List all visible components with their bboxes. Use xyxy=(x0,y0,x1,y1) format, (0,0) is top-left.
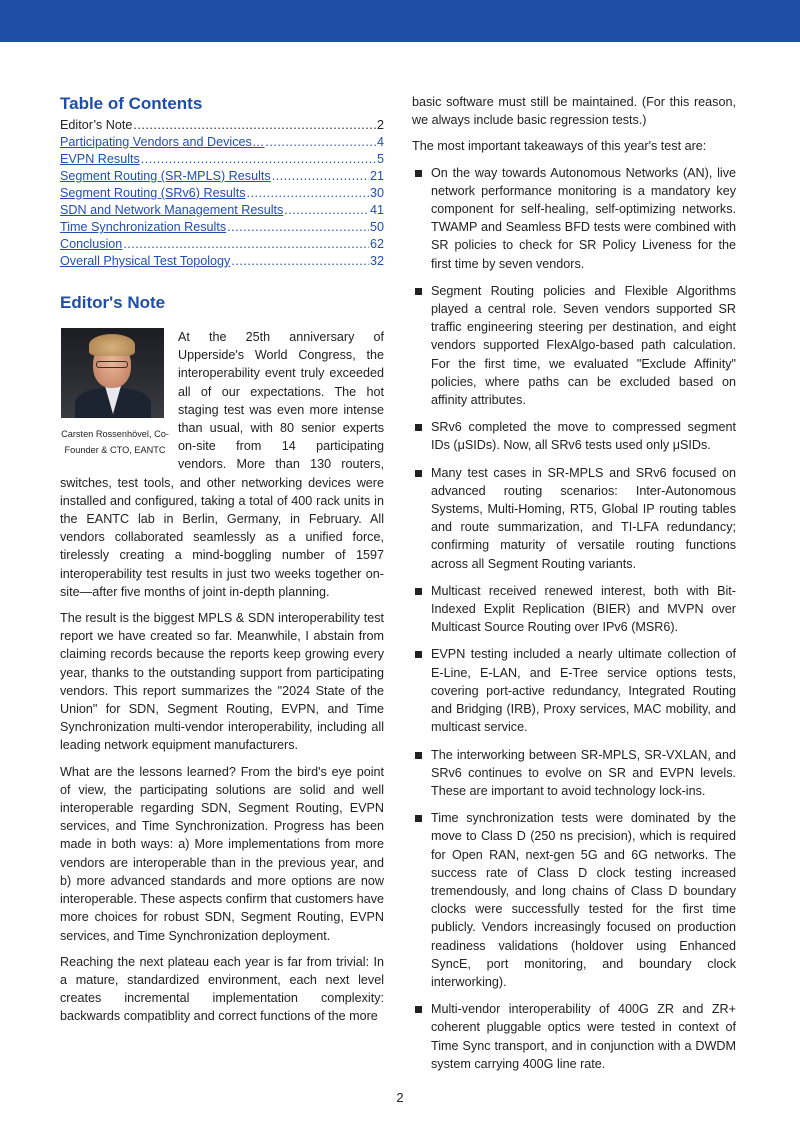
bullet-square-icon xyxy=(415,651,422,658)
toc-entry-participating-vendors[interactable]: Participating Vendors and Devices… ..... 4 xyxy=(60,134,384,151)
list-item: EVPN testing included a nearly ultimate collection of E-Line, E-LAN, and E-Tree service options tests, covering port-active redundancy, Integrated Routing and Bridging (IRB), Proxy services, MAC mobility, and multicast service. xyxy=(412,645,736,736)
list-item: Many test cases in SR-MPLS and SRv6 focused on advanced routing scenarios: Inter-Autonomous Systems, Multi-Homing, RT5, Global IP routing tables and route summarization, and TI-LFA redundancy; confirming maturity of versatile routing functions across all Segment Routing variants. xyxy=(412,464,736,573)
author-caption: Carsten Rossenhövel, Co-Founder & CTO, EANTC xyxy=(61,429,169,455)
list-item: Multi-vendor interoperability of 400G ZR and ZR+ coherent pluggable optics were tested in context of Time Sync transport, and in conjunction with a DWDM system carrying 400G line rate. xyxy=(412,1000,736,1073)
editor-paragraph-4: Reaching the next plateau each year is far from trivial: In a mature, standardized environment, each next level creates incremental implementation complexity: backwards compatiblity and correct functions of the more xyxy=(60,954,384,1024)
list-item: Segment Routing policies and Flexible Algorithms played a central role. Seven vendors supported SR traffic engineering steering per destination, and eight vendors supported FlexAlgo-based path calculation. For the first time, we evaluated "Exclude Affinity" policies, where paths can be excluded based on affinity attributes. xyxy=(412,282,736,409)
toc-entry-sr-mpls-results[interactable]: Segment Routing (SR-MPLS) Results ..... 21 xyxy=(60,168,384,185)
takeaways-list xyxy=(412,164,736,1073)
header-band xyxy=(0,0,800,42)
bullet-square-icon xyxy=(415,752,422,759)
continuation-paragraph: basic software must still be maintained. (For this reason, we always include basic regression tests.) xyxy=(412,95,736,128)
right-column xyxy=(412,93,736,1073)
list-item: Time synchronization tests were dominated by the move to Class D (250 ns precision), which is required for Open RAN, next-gen 5G and 6G networks. The success rate of Class D clock testing increased tremendously, and long chains of Class D boundary clocks were successfully tested for the first time publicly. Vendors increasingly focused on production readiness validations (holdover using Enhanced SyncE, port monitoring, and boundary clock interworking). xyxy=(412,809,736,991)
editor-paragraph-2: The result is the biggest MPLS & SDN interoperability test report we have created so far. Meanwhile, I abstain from claiming records because the reports keep growing every year, thanks to the outstanding support from participating vendors. This report summarizes the "2024 State of the Union" for SDN, Segment Routing, EVPN, and Time Synchronization multi-vendor interoperability, including all leading network equipment manufacturers. xyxy=(60,611,384,753)
bullet-square-icon xyxy=(415,288,422,295)
bullet-square-icon xyxy=(415,1006,422,1013)
toc-entry-conclusion[interactable]: Conclusion ..... 62 xyxy=(60,236,384,253)
editor-paragraph-1: At the 25th anniversary of Upperside's World Congress, the interoperability event truly exceeded all of our expectations. The hot staging test was even more intense than usual, with 80 senior experts on-site from 14 participating vendors. More than 130 routers, switches, test tools, and other networking devices were installed and configured, taking a total of 400 rack units in the EANTC lab in Berlin, Germany, in February. All vendors collaborated seamlessly as a unified force, tirelessly creating a mind-boggling number of 1597 interoperability test results in just two weeks together on-site—after five months of joint in-depth planning. xyxy=(60,330,384,599)
editor-paragraph-3: What are the lessons learned? From the bird's eye point of view, the participating solutions are solid and well interoperable regarding SDN, Segment Routing, EVPN services, and Time Synchronization. Progress has been made in both ways: a) More implementations from more vendors are interoperable than in the previous year, and b) more advanced standards and more options are now interoperable. These aspects confirm that customers have more choices for robust SDN, Segment Routing, EVPN services, and Time Synchronization deployment. xyxy=(60,764,384,943)
list-item: The interworking between SR-MPLS, SR-VXLAN, and SRv6 continues to evolve on SR and EVPN levels. These are important to avoid technology lock-ins. xyxy=(412,746,736,801)
toc-entry-physical-topology[interactable]: Overall Physical Test Topology ..... 32 xyxy=(60,253,384,270)
toc-entry-time-sync-results[interactable]: Time Synchronization Results ..... 50 xyxy=(60,219,384,236)
toc-entry-evpn-results[interactable]: EVPN Results ..... 5 xyxy=(60,151,384,168)
list-item: On the way towards Autonomous Networks (AN), live network performance monitoring is a mandatory key component for self-healing, self-optimizing networks. TWAMP and Seamless BFD tests were combined with SR policies to check for SR Policy Liveness for the first time by seven vendors. xyxy=(412,164,736,273)
list-item: Multicast received renewed interest, both with Bit-Indexed Explit Replication (BIER) and MVPN over Multicast Source Routing over IPv6 (MSR6). xyxy=(412,582,736,637)
left-column xyxy=(60,93,384,1026)
bullet-square-icon xyxy=(415,470,422,477)
bullet-square-icon xyxy=(415,815,422,822)
page-number: 2 xyxy=(396,1090,404,1105)
author-figure xyxy=(60,328,170,458)
author-photo xyxy=(61,328,164,418)
table-of-contents xyxy=(60,117,384,270)
toc-title: Table of Contents xyxy=(60,94,203,113)
toc-entry-srv6-results[interactable]: Segment Routing (SRv6) Results ..... 30 xyxy=(60,185,384,202)
list-item: SRv6 completed the move to compressed segment IDs (μSIDs). Now, all SRv6 tests used only μSIDs. xyxy=(412,418,736,454)
editors-note-body xyxy=(60,328,384,1026)
bullet-square-icon xyxy=(415,170,422,177)
toc-entry-editors-note[interactable]: Editor’s Note ..... 2 xyxy=(60,117,384,134)
toc-entry-sdn-results[interactable]: SDN and Network Management Results ..... 41 xyxy=(60,202,384,219)
bullet-square-icon xyxy=(415,588,422,595)
bullet-square-icon xyxy=(415,424,422,431)
editors-note-title: Editor's Note xyxy=(60,293,166,312)
takeaways-intro: The most important takeaways of this year's test are: xyxy=(412,139,707,154)
